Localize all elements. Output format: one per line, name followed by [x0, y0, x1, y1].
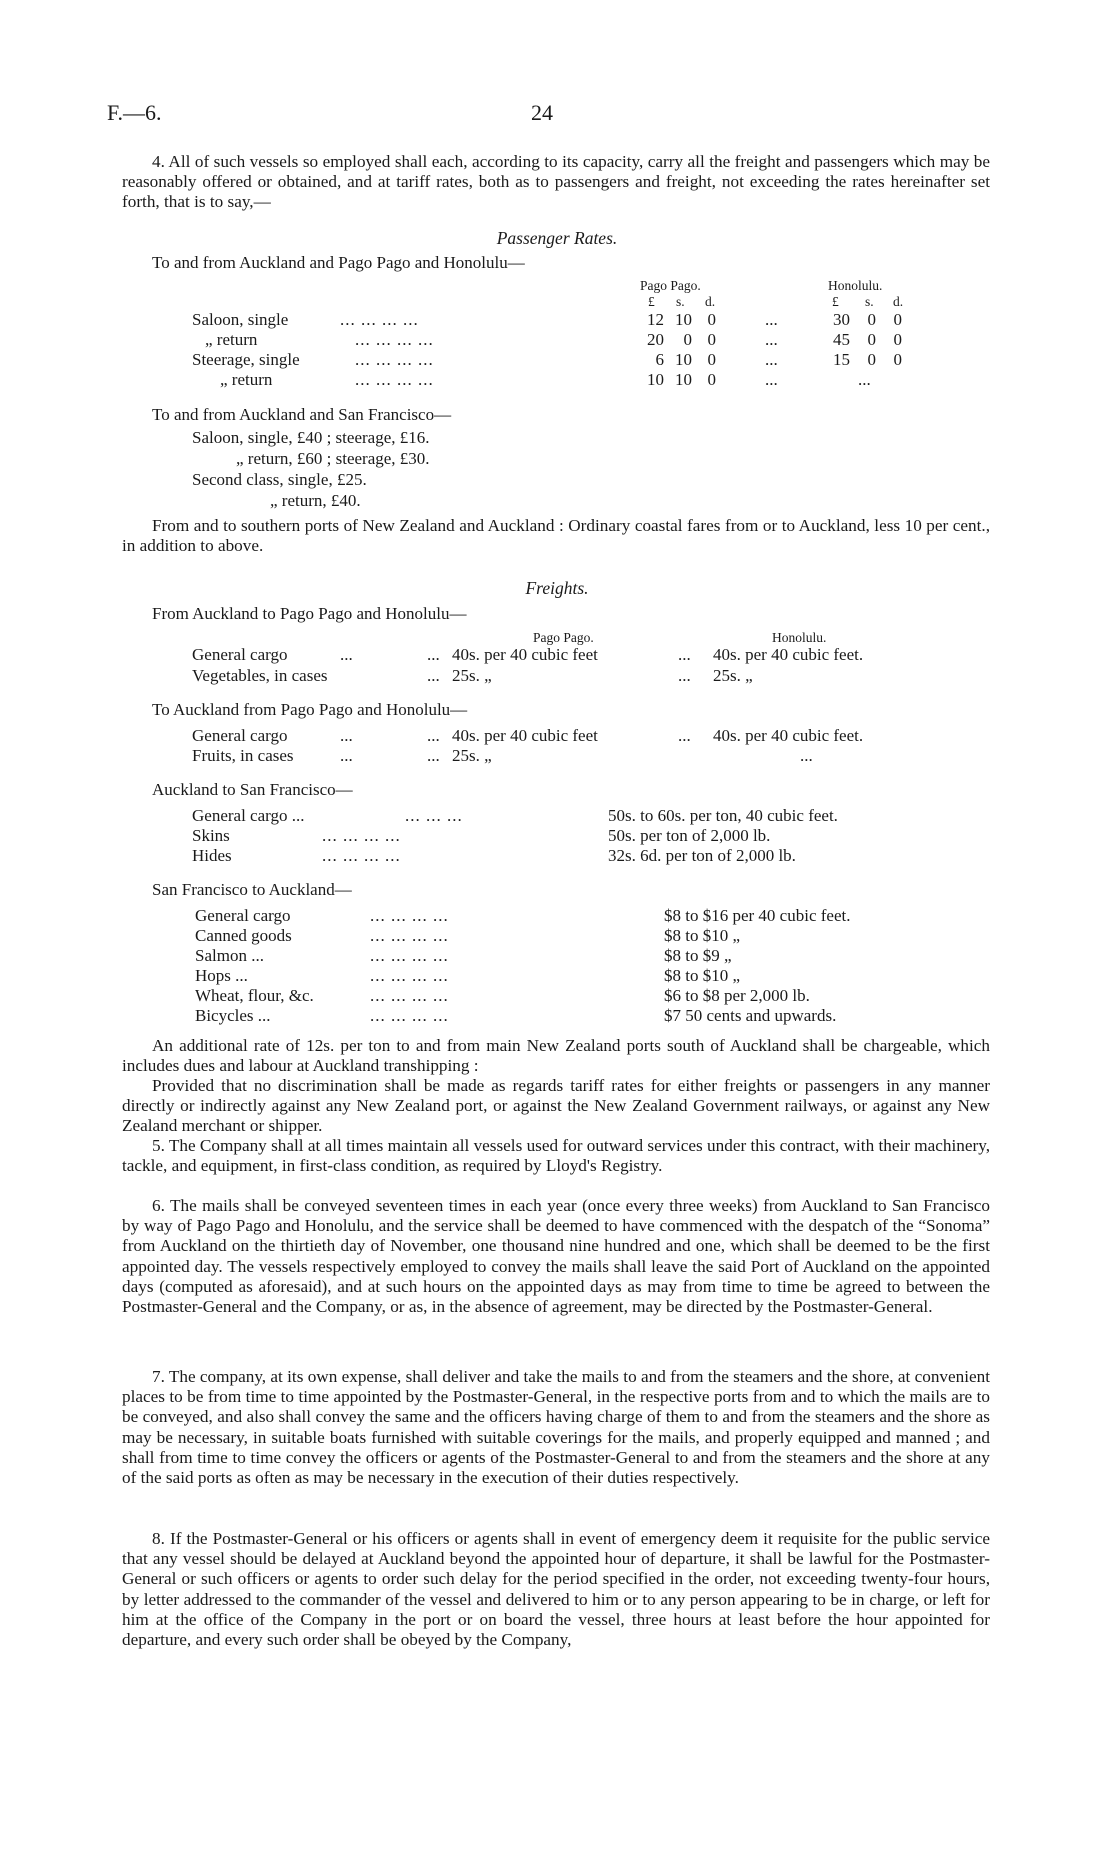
sf-in-intro: San Francisco to Auckland— — [152, 880, 352, 899]
leader-dots: ... — [678, 666, 691, 685]
hn-pounds: 30 — [833, 310, 850, 329]
freight-row — [0, 726, 1114, 746]
pp-pounds: 10 — [647, 370, 664, 389]
rate: $7 50 cents and upwards. — [664, 1006, 837, 1025]
freights-heading: Freights. — [525, 578, 589, 598]
freight-out-intro: From Auckland to Pago Pago and Honolulu— — [152, 604, 467, 623]
rate: 50s. to 60s. per ton, 40 cubic feet. — [608, 806, 838, 825]
leader-dots: ... — [427, 645, 440, 664]
freight-row — [0, 746, 1114, 766]
sf-line: Saloon, single, £40 ; steerage, £16. — [192, 428, 430, 447]
rate: 50s. per ton of 2,000 lb. — [608, 826, 771, 845]
leader-dots: ... — [340, 726, 353, 745]
paragraph-7-text: 7. The company, at its own expense, shall deliver and take the mails to and from the steamers and the shore, at convenient places to be from time to time appointed by the Postmaster-General, in the respective ports from and to which the mails are to be conveyed, and also shall convey the same and the officers having charge of them to and from the steamers and the shore as may be necessary, in suitable boats furnished with suitable coverings for the mails, and properly equipped and manned ; and shall from time to time convey the officers or agents of the Postmaster-General to and from the steamers and the shore at any of the said ports as often as may be necessary in the execution of their duties respectively. — [122, 1367, 990, 1488]
rate: $8 to $10 „ — [664, 966, 741, 985]
row-label: Wheat, flour, &c. — [195, 986, 314, 1005]
leader-dots: ... ... ... ... — [370, 966, 449, 985]
paragraph-5-text: 5. The Company shall at all times maintain all vessels used for outward services under this contract, with their machinery, tackle, and equipment, in first-class condition, as required by Lloyd's Registry. — [122, 1136, 990, 1176]
col-pago-pago: Pago Pago. — [640, 278, 701, 293]
southern-ports-paragraph — [122, 516, 990, 556]
paragraph-8 — [122, 1529, 990, 1650]
sf-line: „ return, £60 ; steerage, £30. — [236, 449, 430, 468]
row-label: Skins — [192, 826, 230, 845]
freight-row — [0, 806, 1114, 826]
passenger-row — [0, 330, 1114, 350]
hn-pounds: 15 — [833, 350, 850, 369]
pp-pence: 0 — [707, 330, 716, 349]
proviso-paragraph — [122, 1076, 990, 1137]
freight-row — [0, 966, 1114, 986]
pp-shillings: 10 — [675, 370, 692, 389]
leader-dots: ... — [765, 350, 778, 369]
freight-row — [0, 946, 1114, 966]
leader-dots: ... ... ... ... — [370, 906, 449, 925]
rate: $8 to $16 per 40 cubic feet. — [664, 906, 851, 925]
proviso-text: Provided that no discrimination shall be made as regards tariff rates for either freights or passengers in any manner directly or indirectly against any New Zealand port, or against the New Zealand Government railways, or against any New Zealand merchant or shipper. — [122, 1076, 990, 1136]
sf-line: „ return, £40. — [270, 491, 361, 510]
rate-hono: ... — [800, 746, 813, 765]
paragraph-4-text: 4. All of such vessels so employed shall each, according to its capacity, carry all the freight and passengers which may be reasonably offered or obtained, and at tariff rates, both as to passengers and freight, not exceeding the rates hereinafter set forth, that is to say,— — [122, 152, 990, 212]
pp-pence: 0 — [707, 370, 716, 389]
leader-dots: ... — [765, 330, 778, 349]
pp-shillings: 10 — [675, 310, 692, 329]
row-label: General cargo — [192, 726, 288, 745]
passenger-row — [0, 350, 1114, 370]
document-reference: F.—6. — [107, 100, 162, 125]
passenger-row — [0, 310, 1114, 330]
leader-dots: ... ... ... ... — [355, 370, 434, 389]
hn-pence: 0 — [893, 330, 902, 349]
leader-dots: ... ... ... ... — [340, 310, 419, 329]
hn-pounds: 45 — [833, 330, 850, 349]
southern-ports-text: From and to southern ports of New Zealand and Auckland : Ordinary coastal fares from or to Auckland, less 10 per cent., in addition to above. — [122, 516, 990, 556]
unit-pence: d. — [705, 294, 716, 309]
row-label: Hides — [192, 846, 232, 865]
leader-dots: ... ... ... ... — [370, 926, 449, 945]
hn-shillings: 0 — [867, 330, 876, 349]
rate-hono: 25s. „ — [713, 666, 753, 685]
unit-pence-h: d. — [893, 294, 904, 309]
rate-hono: 40s. per 40 cubic feet. — [713, 726, 864, 745]
leader-dots: ... — [427, 666, 440, 685]
rate: $8 to $10 „ — [664, 926, 741, 945]
rate-pago: 25s. „ — [452, 666, 492, 685]
leader-dots: ... ... ... ... — [322, 826, 401, 845]
sf-out-intro: Auckland to San Francisco— — [152, 780, 353, 799]
paragraph-7 — [122, 1367, 990, 1488]
row-label: Hops ... — [195, 966, 248, 985]
leader-dots: ... ... ... ... — [370, 986, 449, 1005]
row-label: Canned goods — [195, 926, 292, 945]
freight-in-intro: To Auckland from Pago Pago and Honolulu— — [152, 700, 468, 719]
leader-dots: ... ... ... — [405, 806, 463, 825]
leader-dots: ... ... ... ... — [355, 330, 434, 349]
freight-row — [0, 846, 1114, 866]
row-label: General cargo — [192, 645, 288, 664]
leader-dots: ... — [765, 370, 778, 389]
rate: $6 to $8 per 2,000 lb. — [664, 986, 810, 1005]
row-label: „ return — [205, 330, 258, 349]
unit-pounds: £ — [648, 294, 655, 309]
pp-pence: 0 — [707, 310, 716, 329]
page-number: 24 — [531, 100, 553, 125]
paragraph-5 — [122, 1136, 990, 1176]
passenger-row — [0, 370, 1114, 390]
hn-pence: 0 — [893, 310, 902, 329]
pp-pounds: 12 — [647, 310, 664, 329]
hn-shillings: 0 — [867, 310, 876, 329]
paragraph-8-text: 8. If the Postmaster-General or his officers or agents shall in event of emergency deem it requisite for the public service that any vessel should be delayed at Auckland beyond the appointed hour of departure, it shall be lawful for the Postmaster-General or such officers or agents to order such delay for the period specified in the order, not exceeding twenty-four hours, by letter addressed to the commander of the vessel and delivered to him or to any person appearing to be in charge, or left for him at the office of the Company in the port or on board the vessel, three hours at least before the hour appointed for departure, and every such order shall be obeyed by the Company, — [122, 1529, 990, 1650]
sf-line: Second class, single, £25. — [192, 470, 367, 489]
row-label: Fruits, in cases — [192, 746, 294, 765]
col-honolulu: Honolulu. — [828, 278, 883, 293]
leader-dots: ... ... ... ... — [355, 350, 434, 369]
rate: 32s. 6d. per ton of 2,000 lb. — [608, 846, 796, 865]
pp-pounds: 6 — [655, 350, 664, 369]
row-label: General cargo — [195, 906, 291, 925]
leader-dots: ... — [427, 726, 440, 745]
additional-rate-paragraph — [122, 1036, 990, 1076]
rate-pago: 40s. per 40 cubic feet — [452, 645, 598, 664]
leader-dots: ... — [340, 746, 353, 765]
row-label: „ return — [220, 370, 273, 389]
paragraph-6 — [122, 1196, 990, 1317]
freight-col-pago: Pago Pago. — [533, 630, 594, 645]
paragraph-6-text: 6. The mails shall be conveyed seventeen times in each year (once every three weeks) from Auckland to San Francisco by way of Pago Pago and Honolulu, and the service shall be deemed to have commenced with the despatch of the “Sonoma” from Auckland on the thirtieth day of November, one thousand nine hundred and one, which shall be deemed to be the first appointed day. The vessels respectively employed to convey the mails shall leave the said Port of Auckland on the appointed days (computed as aforesaid), and at such hours on the appointed days as may from time to time be agreed to between the Postmaster-General and the Company, or as, in the absence of agreement, may be directed by the Postmaster-General. — [122, 1196, 990, 1317]
additional-rate-text: An additional rate of 12s. per ton to and from main New Zealand ports south of Auckland shall be chargeable, which includes dues and labour at Auckland transhipping : — [122, 1036, 990, 1076]
leader-dots: ... — [678, 645, 691, 664]
leader-dots: ... — [678, 726, 691, 745]
unit-shillings-h: s. — [865, 294, 874, 309]
unit-shillings: s. — [676, 294, 685, 309]
paragraph-4 — [122, 152, 990, 213]
freight-row — [0, 645, 1114, 665]
leader-dots: ... — [427, 746, 440, 765]
row-label: Bicycles ... — [195, 1006, 271, 1025]
rate-pago: 25s. „ — [452, 746, 492, 765]
row-label: Vegetables, in cases — [192, 666, 328, 685]
freight-row — [0, 986, 1114, 1006]
passenger-rates-heading: Passenger Rates. — [496, 228, 618, 248]
rate-pago: 40s. per 40 cubic feet — [452, 726, 598, 745]
freight-row — [0, 906, 1114, 926]
leader-dots: ... — [765, 310, 778, 329]
pp-shillings: 10 — [675, 350, 692, 369]
row-label: Steerage, single — [192, 350, 300, 369]
leader-dots: ... — [340, 645, 353, 664]
rate: $8 to $9 „ — [664, 946, 732, 965]
passenger-intro: To and from Auckland and Pago Pago and Honolulu— — [152, 253, 525, 272]
pp-shillings: 0 — [683, 330, 692, 349]
freight-row — [0, 666, 1114, 686]
hn-pence: 0 — [893, 350, 902, 369]
pp-pounds: 20 — [647, 330, 664, 349]
leader-dots: ... ... ... ... — [322, 846, 401, 865]
row-label: Saloon, single — [192, 310, 289, 329]
leader-dots: ... ... ... ... — [370, 1006, 449, 1025]
sf-intro: To and from Auckland and San Francisco— — [152, 405, 452, 424]
freight-row — [0, 826, 1114, 846]
row-label: Salmon ... — [195, 946, 264, 965]
hn-shillings: 0 — [867, 350, 876, 369]
freight-row — [0, 1006, 1114, 1026]
row-label: General cargo ... — [192, 806, 305, 825]
freight-row — [0, 926, 1114, 946]
unit-pounds-h: £ — [832, 294, 839, 309]
leader-dots: ... ... ... ... — [370, 946, 449, 965]
pp-pence: 0 — [707, 350, 716, 369]
rate-hono: 40s. per 40 cubic feet. — [713, 645, 864, 664]
freight-col-hono: Honolulu. — [772, 630, 827, 645]
hn-pounds: ... — [858, 370, 871, 389]
